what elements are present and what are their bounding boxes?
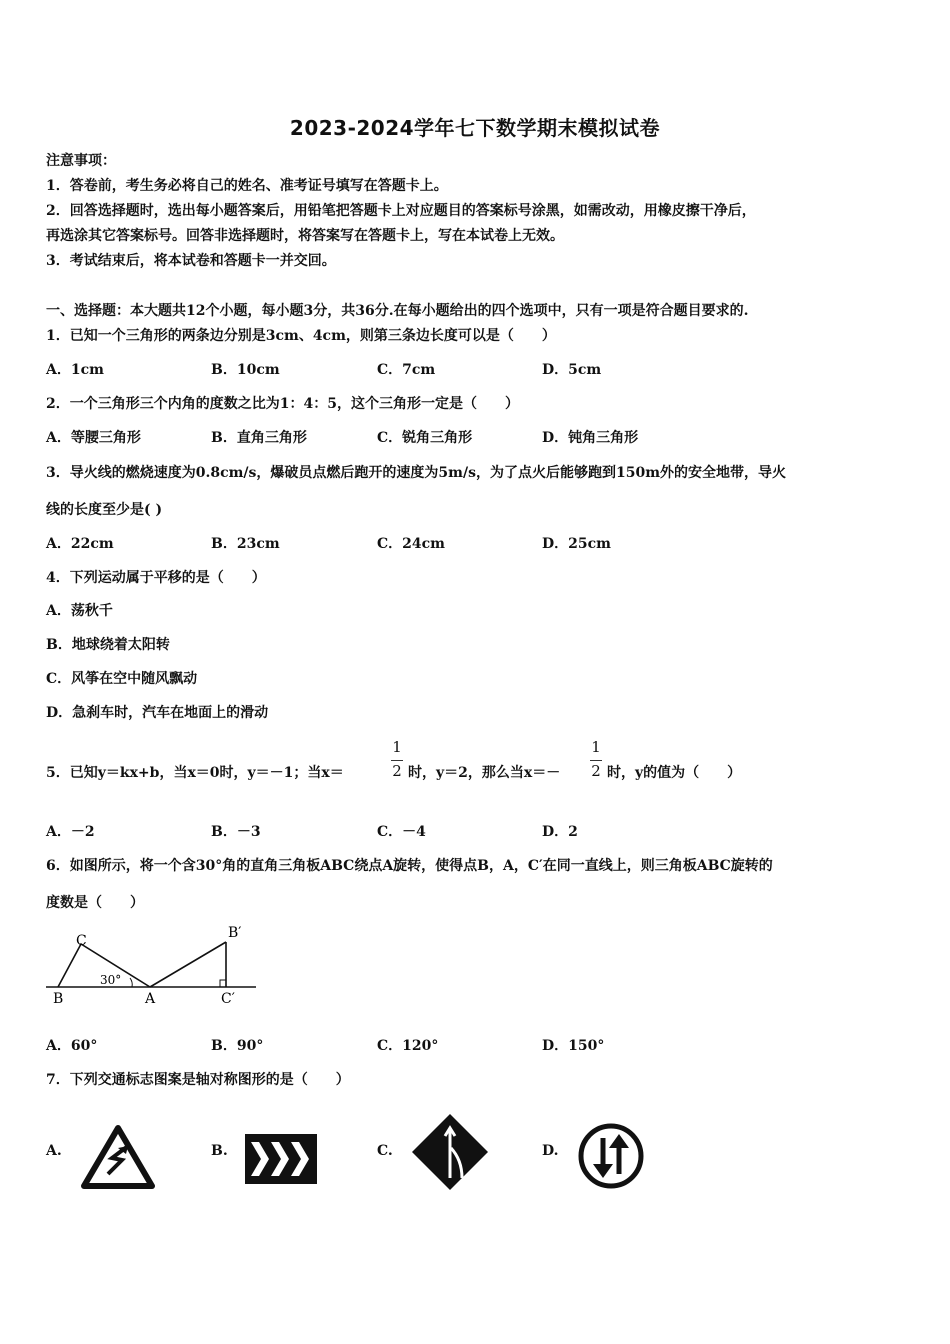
q7-option-b: B. — [211, 1143, 228, 1159]
q7-option-c: C. — [377, 1143, 393, 1159]
q3-option-c: C．24cm — [377, 536, 445, 552]
notice-item: 再选涂其它答案标号。回答非选择题时，将答案写在答题卡上，写在本试卷上无效。 — [46, 228, 564, 244]
label-c: C — [76, 933, 87, 949]
fraction-numerator: 1 — [392, 738, 402, 756]
label-b-prime: B′ — [228, 925, 242, 941]
q2-option-d: D．钝角三角形 — [542, 430, 639, 446]
question-6-cont: 度数是（ ） — [46, 895, 144, 911]
fraction-denominator: 2 — [392, 762, 402, 780]
q1-option-a: A．1cm — [46, 362, 104, 378]
q1-option-c: C．7cm — [377, 362, 436, 378]
q6-option-d: D．150° — [542, 1038, 605, 1054]
question-3-cont: 线的长度至少是( ) — [46, 502, 163, 518]
question-2: 2．一个三角形三个内角的度数之比为1：4：5，这个三角形一定是（ ） — [46, 396, 519, 412]
q3-option-a: A．22cm — [46, 536, 114, 552]
q4-option-d: D．急刹车时，汽车在地面上的滑动 — [46, 705, 269, 721]
merge-lanes-icon — [410, 1112, 490, 1192]
q5-option-b: B．－3 — [211, 824, 261, 840]
q2-option-c: C．锐角三角形 — [377, 430, 473, 446]
q1-option-d: D．5cm — [542, 362, 602, 378]
q5-option-d: D．2 — [542, 824, 578, 840]
question-3: 3．导火线的燃烧速度为0.8cm/s，爆破员点燃后跑开的速度为5m/s，为了点火后能够跑到150m外的安全地带，导火 — [46, 465, 787, 481]
question-6: 6．如图所示，将一个含30°角的直角三角板ABC绕点A旋转，使得点B，A，C′在同一直线上，则三角板ABC旋转的 — [46, 858, 773, 874]
two-way-traffic-icon — [577, 1122, 645, 1190]
q5-option-a: A．－2 — [46, 824, 95, 840]
q2-option-b: B．直角三角形 — [211, 430, 307, 446]
label-c-prime: C′ — [221, 991, 235, 1007]
notice-item: 1．答卷前，考生务必将自己的姓名、准考证号填写在答题卡上。 — [46, 178, 448, 194]
question-5-part1: 5．已知y＝kx+b，当x＝0时，y＝－1；当x＝ — [46, 765, 344, 781]
section-heading: 一、选择题：本大题共12个小题，每小题3分，共36分.在每小题给出的四个选项中，只有一项是符合题目要求的. — [46, 303, 749, 319]
q6-option-b: B．90° — [211, 1038, 264, 1054]
question-1: 1．已知一个三角形的两条边分别是3cm、4cm，则第三条边长度可以是（ ） — [46, 328, 556, 344]
q3-option-b: B．23cm — [211, 536, 280, 552]
q4-option-a: A．荡秋千 — [46, 603, 113, 619]
question-7: 7．下列交通标志图案是轴对称图形的是（ ） — [46, 1072, 350, 1088]
q3-option-d: D．25cm — [542, 536, 611, 552]
label-b: B — [53, 991, 64, 1007]
fraction-denominator: 2 — [591, 762, 601, 780]
fraction-bar — [391, 760, 403, 761]
q2-option-a: A．等腰三角形 — [46, 430, 141, 446]
zigzag-warning-icon — [80, 1124, 156, 1190]
label-angle: 30° — [100, 973, 122, 987]
q6-option-c: C．120° — [377, 1038, 439, 1054]
page-title: 2023-2024学年七下数学期末模拟试卷 — [289, 116, 661, 140]
q1-option-b: B．10cm — [211, 362, 280, 378]
q5-option-c: C．－4 — [377, 824, 426, 840]
notice-item: 3．考试结束后，将本试卷和答题卡一并交回。 — [46, 253, 336, 269]
notice-heading: 注意事项： — [46, 153, 116, 169]
q4-option-b: B．地球绕着太阳转 — [46, 637, 170, 653]
q6-option-a: A．60° — [46, 1038, 98, 1054]
question-4: 4．下列运动属于平移的是（ ） — [46, 570, 266, 586]
q7-option-d: D. — [542, 1143, 559, 1159]
fraction-bar — [590, 760, 602, 761]
chevron-right-icon — [245, 1134, 317, 1184]
fraction-numerator: 1 — [591, 738, 601, 756]
label-a: A — [145, 991, 156, 1007]
q7-option-a: A. — [46, 1143, 62, 1159]
rotation-figure — [44, 922, 259, 1012]
question-5-part3: 时，y的值为（ ） — [607, 765, 742, 781]
question-5-part2: 时，y＝2，那么当x＝－ — [408, 765, 561, 781]
notice-item: 2．回答选择题时，选出每小题答案后，用铅笔把答题卡上对应题目的答案标号涂黑，如需改动，用橡皮擦干净后， — [46, 203, 756, 219]
q4-option-c: C．风筝在空中随风飘动 — [46, 671, 198, 687]
